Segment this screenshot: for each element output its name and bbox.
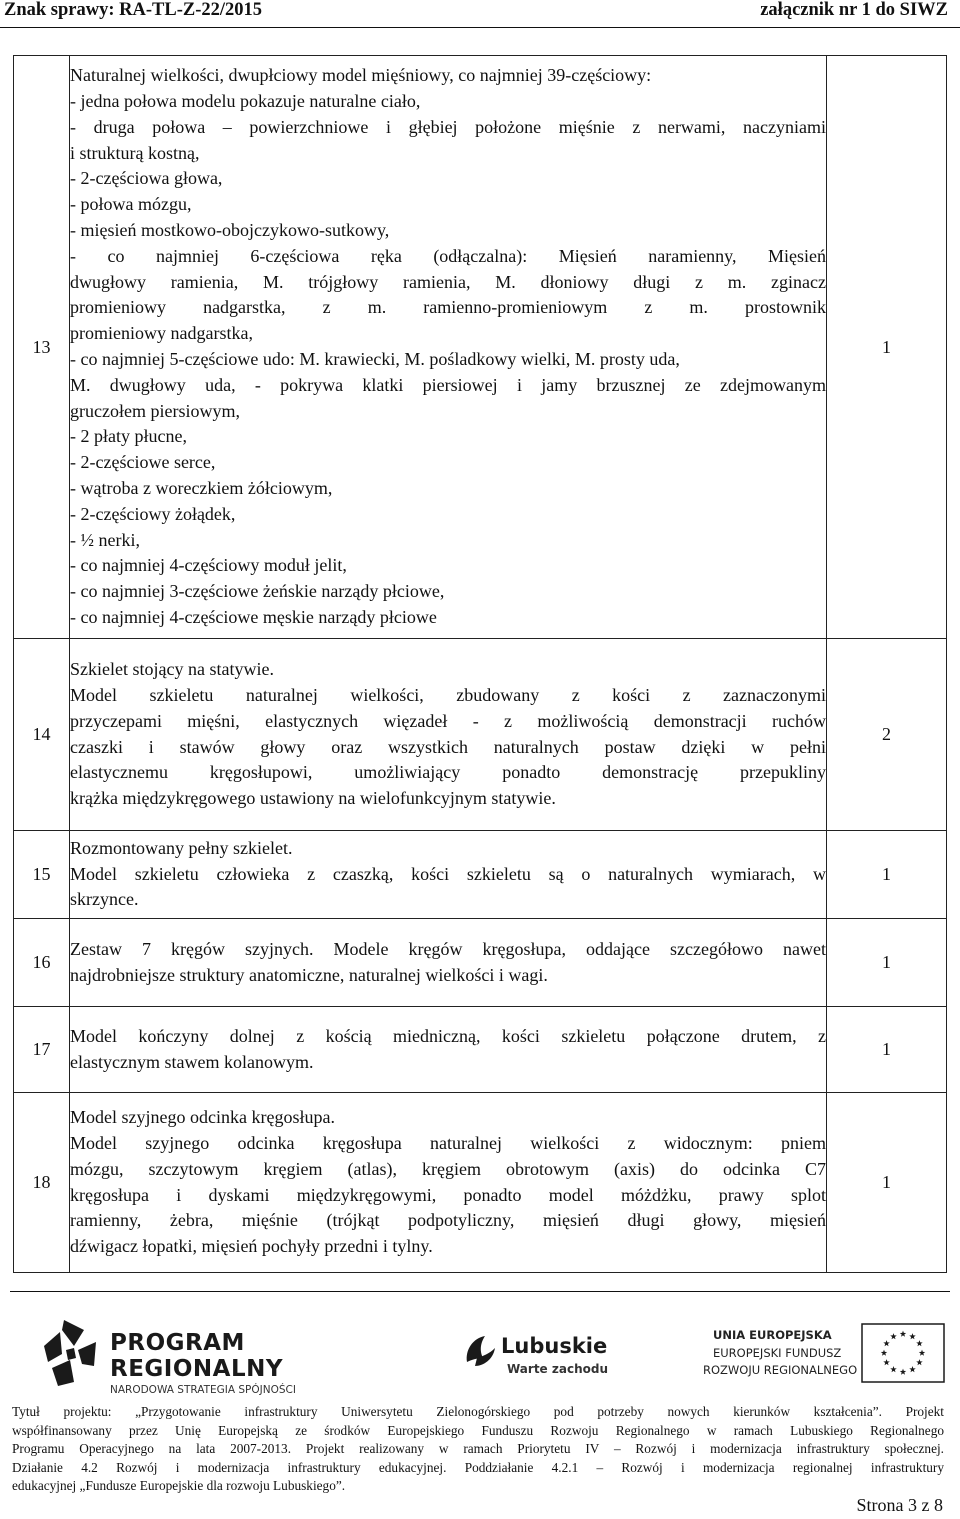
description-line: - jedna połowa modelu pokazuje naturalne ciało, [70,91,421,112]
row-number: 14 [14,639,70,831]
program-label: PROGRAM [110,1330,245,1356]
project-description [12,1403,944,1496]
description-line: i strukturą kostną, [70,142,200,163]
row-quantity: 2 [827,639,947,831]
footer-logos [0,1300,960,1400]
description-line: promieniowy nadgarstka, [70,323,253,344]
description-line: najdrobniejsze struktury anatomiczne, naturalnej wielkości i wagi. [70,964,548,985]
description-line: Model szkieletu człowieka z czaszką, kości szkieletu są o naturalnych wymiarach, w [70,863,826,884]
description-line: - 2-częściowa głowa, [70,168,223,189]
description-line: Model szyjnego odcinka kręgosłupa naturalnej wielkości z widocznym: pniem [70,1132,826,1153]
description-line: Szkielet stojący na statywie. [70,659,274,680]
row-quantity: 1 [827,56,947,639]
description-line: Model szyjnego odcinka kręgosłupa. [70,1107,335,1128]
description-line: - co najmniej 4-częściowe męskie narządy płciowe [70,606,437,627]
project-line: Działanie 4.2 Rozwój i modernizacja infrastruktury edukacyjnej. Poddziałanie 4.2.1 – Rozwój i modernizacja regionalnej infrastruktury [12,1459,944,1475]
description-line: promieniowy nadgarstka, z m. ramienno-promieniowym z m. prostownik [70,297,826,318]
row-number: 13 [14,56,70,639]
description-line: dwugłowy ramienia, M. trójgłowy ramienia, M. dłoniowy długi z m. zginacz [70,271,826,292]
strategy-label: NARODOWA STRATEGIA SPÓJNOŚCI [110,1384,296,1396]
program-regionalny-emblem-icon [38,1316,100,1390]
row-quantity: 1 [827,919,947,1007]
row-description [70,1093,827,1273]
page-number: Strona 3 z 8 [856,1495,943,1515]
description-line: Rozmontowany pełny szkielet. [70,837,293,858]
program-regionalny-logo [38,1316,318,1396]
eu-logo [703,1328,949,1388]
description-line: Model szkieletu naturalnej wielkości, zbudowany z kości z zaznaczonymi [70,684,826,705]
description-line: - co najmniej 6-częściowa ręka (odłączalna): Mięsień naramienny, Mięsień [70,245,826,266]
page-header [0,0,960,28]
attachment-label: załącznik nr 1 do SIWZ [760,0,948,20]
description-line: kręgosłupa i dyskami międzykręgowymi, ponadto model móżdżku, prawy splot [70,1184,826,1205]
description-line: - co najmniej 5-częściowe udo: M. krawiecki, M. pośladkowy wielki, M. prosty uda, [70,349,680,369]
description-line: - wątroba z woreczkiem żółciowym, [70,477,333,498]
description-line: czaszki i stawów głowy oraz wszystkich naturalnych postaw dzięki w pełni [70,736,826,757]
specification-table [13,55,947,1273]
description-line: dźwigacz łopatki, mięsień pochyły przedni i tylny. [70,1236,433,1257]
eu-flag-icon [861,1323,945,1383]
description-line: - 2 płaty płucne, [70,426,187,447]
row-description [70,56,827,639]
description-line: elastycznym stawem kolanowym. [70,1051,314,1072]
project-line: Tytuł projektu: „Przygotowanie infrastruktury Uniwersytetu Zielonogórskiego pod potrzeby nowych kierunków kształcenia”. Projekt [12,1404,944,1419]
table-row [14,639,947,831]
case-number: Znak sprawy: RA-TL-Z-22/2015 [4,0,262,20]
project-line: edukacyjnej „Fundusze Europejskie dla rozwoju Lubuskiego”. [12,1478,346,1494]
eu-fund-label: EUROPEJSKI FUNDUSZ [713,1346,842,1360]
description-line: - 2-częściowe serce, [70,452,216,473]
description-line: Model kończyny dolnej z kością miedniczną, kości szkieletu połączone drutem, z [70,1025,826,1046]
project-line: współfinansowany przez Unię Europejską ze środków Europejskiego Funduszu Rozwoju Regionalnego w ramach Lubuskiego Regionalnego [12,1422,944,1438]
description-line: - ½ nerki, [70,529,140,550]
description-line: Zestaw 7 kręgów szyjnych. Modele kręgów kręgosłupa, oddające szczegółowo nawet [70,938,826,959]
description-line: krążka międzykręgowego ustawiony na wielofunkcyjnym statywie. [70,788,556,809]
description-line: - druga połowa – powierzchniowe i głębiej położone mięśnie z nerwami, naczyniami [70,116,826,137]
row-quantity: 1 [827,831,947,919]
row-number: 15 [14,831,70,919]
description-line: przyczepami mięśni, elastycznych więzadeł - z możliwością demonstracji ruchów [70,710,826,731]
table-row [14,1007,947,1093]
table-row [14,919,947,1007]
description-line: Naturalnej wielkości, dwupłciowy model mięśniowy, co najmniej 39-częściowy: [70,65,652,86]
description-line: mózgu, szczytowym kręgiem (atlas), kręgiem obrotowym (axis) do odcinka C7 [70,1158,826,1179]
description-line: M. dwugłowy uda, - pokrywa klatki piersiowej i jamy brzusznej ze zdejmowanym [70,374,826,395]
table-row [14,1093,947,1273]
row-description [70,639,827,831]
row-quantity: 1 [827,1093,947,1273]
lubuskie-emblem-icon [463,1332,497,1370]
description-line: ramienny, żebra, mięśnie (trójkąt podpotyliczny, mięsień długi głowy, mięsień [70,1210,826,1231]
project-line: Programu Operacyjnego na lata 2007-2013. Projekt realizowany w ramach Priorytetu IV – Rozwój i modernizacja infrastruktury społecznej. [12,1441,944,1457]
description-line: skrzynce. [70,889,139,910]
header-rule [0,27,960,28]
row-description [70,1007,827,1093]
description-line: - 2-częściowy żołądek, [70,503,236,524]
row-number: 18 [14,1093,70,1273]
description-line: elastycznemu kręgosłupowi, umożliwiający ponadto demonstrację przepukliny [70,762,826,783]
row-number: 16 [14,919,70,1007]
eu-regional-label: ROZWOJU REGIONALNEGO [703,1363,858,1377]
description-line: gruczołem piersiowym, [70,400,240,421]
row-number: 17 [14,1007,70,1093]
eu-union-label: UNIA EUROPEJSKA [713,1328,832,1342]
description-line: - połowa mózgu, [70,194,192,215]
lubuskie-logo [463,1332,613,1382]
description-line: - co najmniej 3-częściowe żeńskie narządy płciowe, [70,581,445,602]
description-line: - mięsień mostkowo-obojczykowo-sutkowy, [70,220,390,241]
table-row [14,56,947,639]
lubuskie-name: Lubuskie [501,1334,608,1358]
footer-rule [10,1291,950,1292]
lubuskie-slogan: Warte zachodu [507,1362,608,1376]
regionalny-label: REGIONALNY [110,1356,284,1382]
table-row [14,831,947,919]
description-line: - co najmniej 4-częściowy moduł jelit, [70,555,347,576]
row-description [70,919,827,1007]
row-quantity: 1 [827,1007,947,1093]
row-description [70,831,827,919]
